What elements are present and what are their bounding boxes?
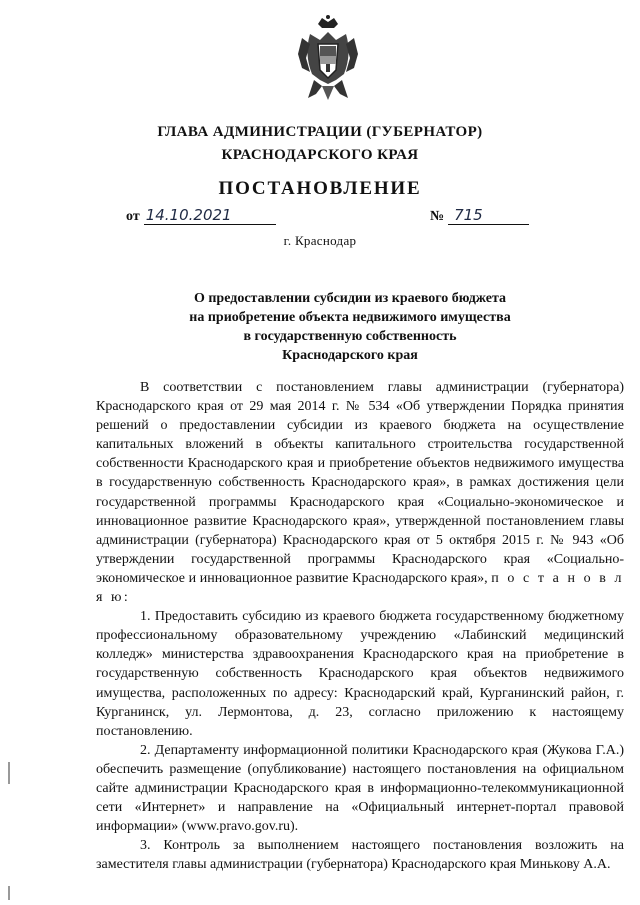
subject-line: О предоставлении субсидии из краевого бюджета <box>193 291 507 306</box>
preamble-paragraph <box>96 378 624 607</box>
body-item: 2. Департаменту информационной политики Краснодарского края (Жукова Г.А.) обеспечить размещение (опубликование) настоящего постановления на официальном сайте администрации Краснодарского края в информационно-телекоммуникационной сети «Интернет» и направление на «Официальный интернет-портал правовой информации» (www.pravo.gov.ru). <box>96 742 624 835</box>
number-value: 715 <box>448 206 529 225</box>
body-item: 3. Контроль за выполнением настоящего постановления возложить на заместителя главы администрации (губернатора) Краснодарского края Минькову А.А. <box>96 838 624 873</box>
body-item: 1. Предоставить субсидию из краевого бюджета государственному бюджетному профессиональному образовательному учреждению «Лабинский медицинский колледж» министерства здравоохранения Краснодарского края на приобретение в государственную собственность Краснодарского края объектов недвижимого имущества, расположенных по адресу: Краснодарский край, Курганинский район, г. Курганинск, ул. Лермонтова, д. 23, согласно приложению к настоящему постановлению. <box>96 609 624 739</box>
decree-word: п о с т а н о в л я ю: <box>96 570 624 606</box>
number-prefix: № <box>430 209 445 224</box>
date-value: 14.10.2021 <box>144 206 276 225</box>
date-prefix: от <box>126 209 140 224</box>
date-row <box>126 206 276 225</box>
scan-margin-mark <box>8 762 10 784</box>
document-body <box>96 378 624 874</box>
city-label: г. Краснодар <box>283 233 357 248</box>
scan-margin-mark <box>8 886 10 900</box>
subject-line: Краснодарского края <box>282 348 418 363</box>
coat-of-arms-icon <box>296 14 360 106</box>
subject-line: в государственную собственность <box>243 329 457 344</box>
preamble-text: В соответствии с постановлением главы администрации (губернатора) Краснодарского края от 29 мая 2014 г. № 534 «Об утверждении Порядка принятия решений о предоставлении субсидии из краевого бюджета на осуществление капитальных вложений в объекты капитального строительства государственной собственности Краснодарского края и приобретение объектов недвижимого имущества в государственную собственность Краснодарского края», в рамках достижения цели государственной программы Краснодарского края «Социально-экономическое и инновационное развитие Краснодарского края», утвержденной постановлением главы администрации (губернатора) Краснодарского края от 5 октября 2015 г. № 943 «Об утверждении государственной программы Краснодарского края «Социально-экономическое и инновационное развитие Краснодарского края», <box>96 380 624 586</box>
number-row <box>430 206 529 225</box>
document-type-title: ПОСТАНОВЛЕНИЕ <box>218 178 422 199</box>
header-title-line2: КРАСНОДАРСКОГО КРАЯ <box>221 147 419 163</box>
document-subject <box>150 289 550 365</box>
header-title-line1: ГЛАВА АДМИНИСТРАЦИИ (ГУБЕРНАТОР) <box>157 124 483 140</box>
subject-line: на приобретение объекта недвижимого имущества <box>189 310 511 325</box>
